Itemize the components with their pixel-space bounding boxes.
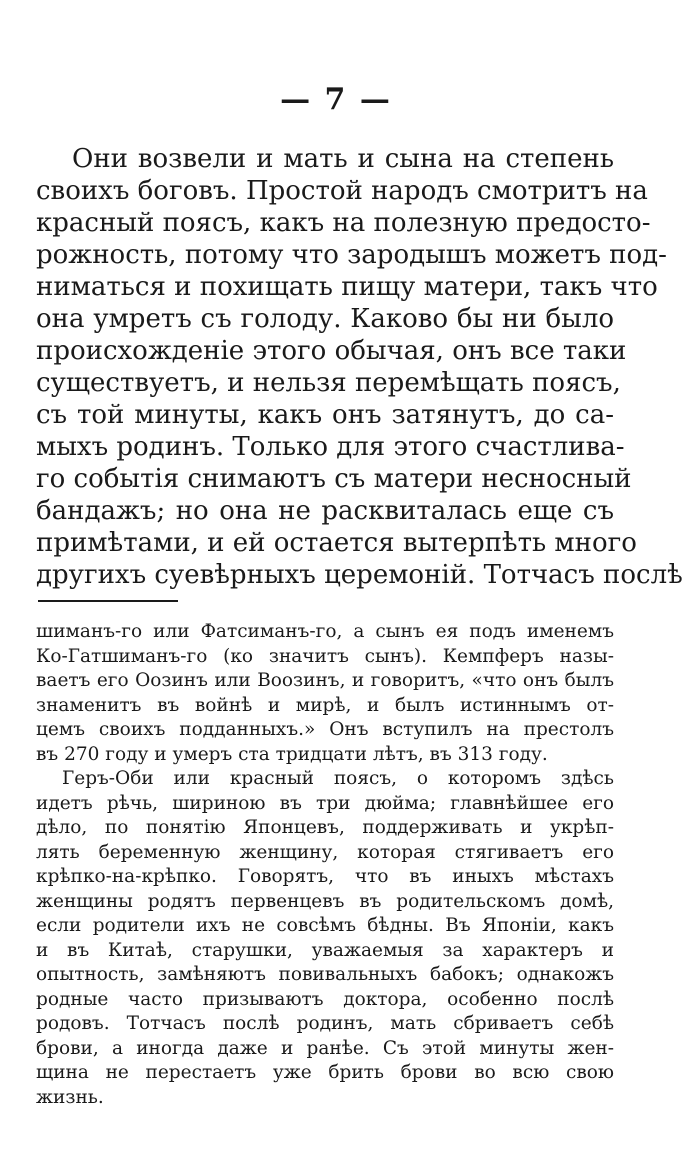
text-line: съ той минуты, какъ онъ затянутъ, до са- <box>36 400 614 430</box>
footnote-line: дѣло, по понятію Японцевъ, поддерживать и укрѣп- <box>36 817 614 838</box>
footnote-line: Геръ-Оби или красный поясъ, о которомъ здѣсь <box>62 768 614 789</box>
text-line: другихъ суевѣрныхъ церемоній. Тотчасъ послѣ <box>36 560 683 590</box>
text-line: го событія снимаютъ съ матери несносный <box>36 464 632 494</box>
footnote-line: цемъ своихъ подданныхъ.» Онъ вступилъ на престолъ <box>36 719 614 740</box>
text-line: примѣтами, и ей остается вытерпѣть много <box>36 528 637 558</box>
text-line: красный поясъ, какъ на полезную предосто- <box>36 208 651 238</box>
main-text <box>36 143 683 591</box>
text-line: Они возвели и мать и сына на степень <box>72 144 614 174</box>
footnote-line: родовъ. Тотчасъ послѣ родинъ, мать сбриваетъ себѣ <box>36 1013 614 1034</box>
text-line: существуетъ, и нельзя перемѣщать поясъ, <box>36 368 621 398</box>
text-line: мыхъ родинъ. Только для этого счастлива- <box>36 432 625 462</box>
footnote-line: крѣпко-на-крѣпко. Говорятъ, что въ иныхъ мѣстахъ <box>36 866 614 887</box>
text-line: своихъ боговъ. Простой народъ смотритъ на <box>36 176 648 206</box>
footnote-line: шиманъ-го или Фатсиманъ-го, а сынъ ея подъ именемъ <box>36 621 614 642</box>
page-number: — 7 — <box>280 82 392 117</box>
text-line: рожность, потому что зародышъ можетъ под- <box>36 240 667 270</box>
footnote-line: Ко-Гатшиманъ-го (ко значитъ сынъ). Кемпферъ назы- <box>36 645 614 667</box>
footnotes <box>36 620 614 1110</box>
footnote-line: родные часто призываютъ доктора, особенно послѣ <box>36 988 614 1010</box>
footnote-line: жизнь. <box>36 1086 104 1108</box>
text-line: ниматься и похищать пищу матери, такъ что <box>36 272 658 302</box>
footnote-line: знаменитъ въ войнѣ и мирѣ, и былъ истиннымъ от- <box>36 694 614 716</box>
text-line: происхожденіе этого обычая, онъ все таки <box>36 336 627 366</box>
footnote-line: щина не перестаетъ уже брить брови во всю свою <box>36 1062 614 1083</box>
footnote-line: ваетъ его Оозинъ или Воозинъ, и говоритъ, «что онъ былъ <box>36 670 614 691</box>
footnote-line: лять беременную женщину, которая стягиваетъ его <box>36 841 614 863</box>
text-line: она умретъ съ голоду. Каково бы ни было <box>36 304 614 334</box>
footnote-line: если родители ихъ не совсѣмъ бѣдны. Въ Японіи, какъ <box>36 915 614 936</box>
text-line: бандажъ; но она не расквиталась еще съ <box>36 496 614 526</box>
footnote-divider <box>38 600 178 602</box>
footnote-line: и въ Китаѣ, старушки, уважаемыя за характеръ и <box>36 939 614 961</box>
footnote-line: идетъ рѣчь, шириною въ три дюйма; главнѣйшее его <box>36 792 614 814</box>
footnote-line: женщины родятъ первенцевъ въ родительскомъ домѣ, <box>36 890 614 912</box>
footnote-line: въ 270 году и умеръ ста тридцати лѣтъ, въ 313 году. <box>36 743 548 765</box>
footnote-line: брови, а иногда даже и ранѣе. Съ этой минуты жен- <box>36 1037 614 1059</box>
footnote-line: опытность, замѣняютъ повивальныхъ бабокъ; однакожъ <box>36 964 614 985</box>
